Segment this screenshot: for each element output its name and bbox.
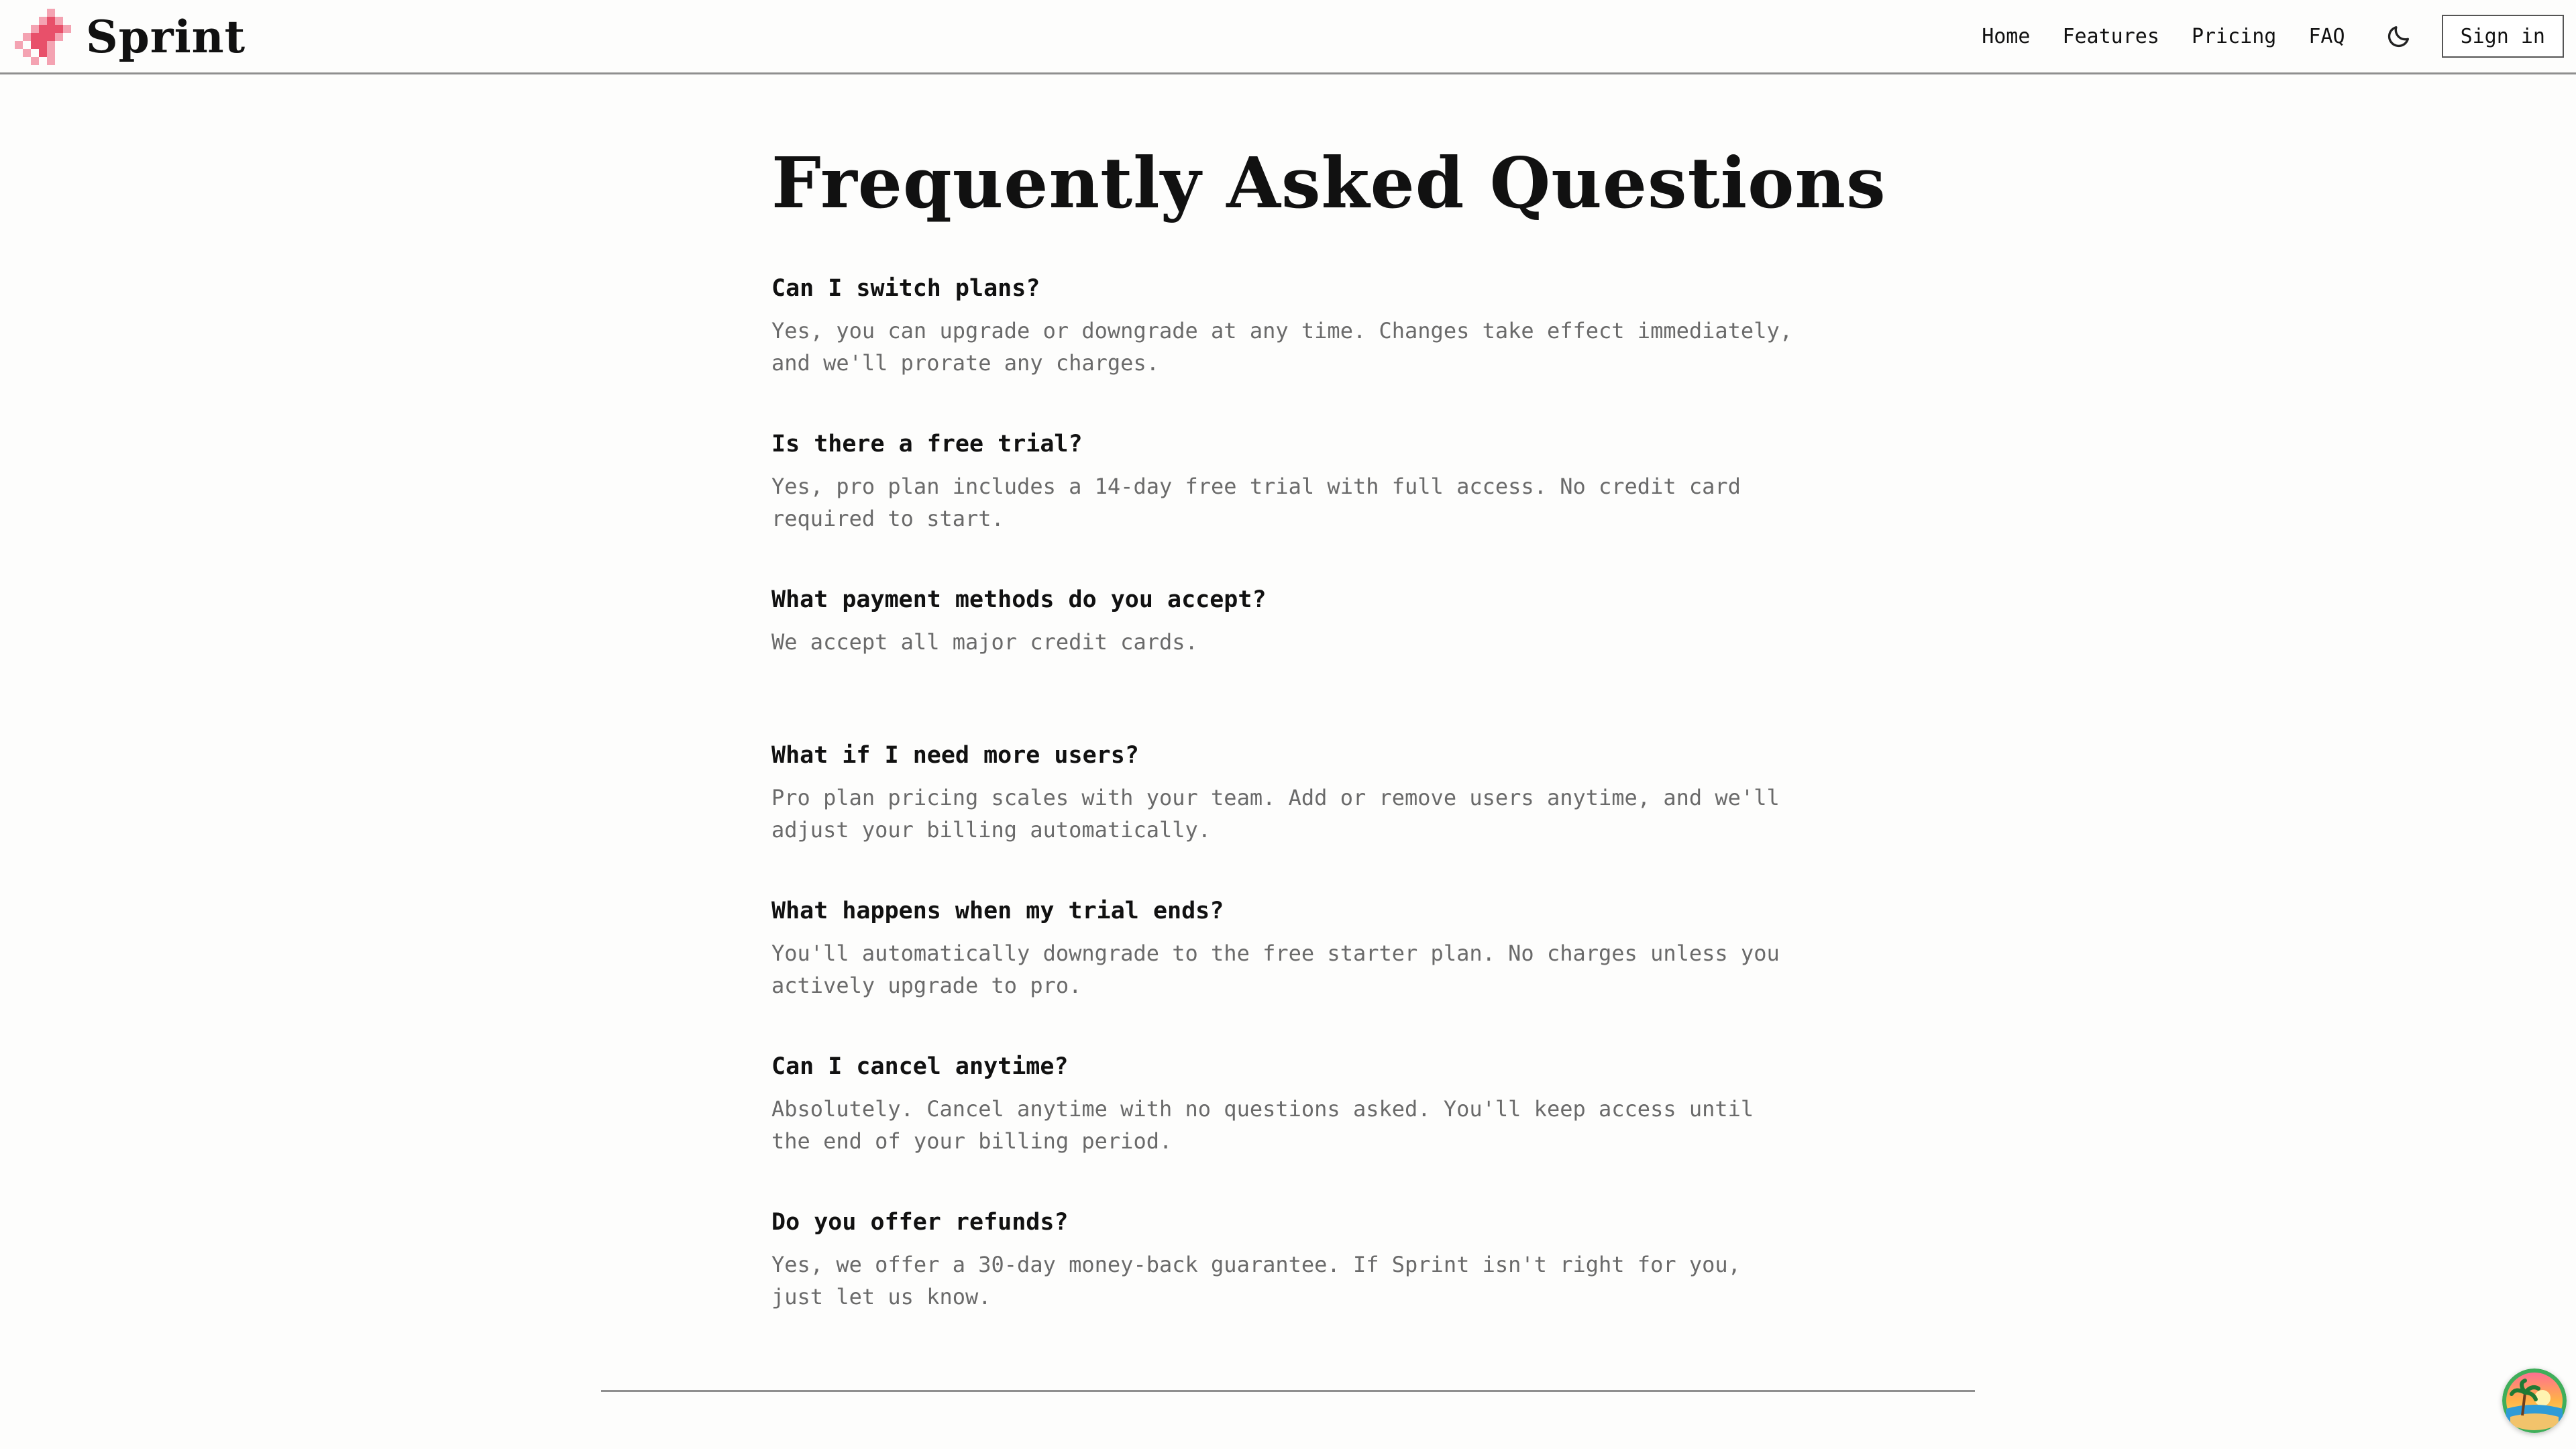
- faq-answer: Yes, you can upgrade or downgrade at any time. Changes take effect immediately, and we'll prorate any charges.: [771, 318, 1792, 376]
- faq-item: [771, 427, 1818, 583]
- nav-faq-link[interactable]: FAQ: [2308, 24, 2345, 48]
- pixel-star-logo-icon: [15, 9, 71, 65]
- faq-item: [771, 272, 1818, 427]
- nav-features-link[interactable]: Features: [2062, 24, 2159, 48]
- moon-icon: [2385, 23, 2412, 50]
- brand-name: Sprint: [86, 11, 246, 63]
- nav-pricing-link[interactable]: Pricing: [2191, 24, 2277, 48]
- faq-item: [771, 1050, 1818, 1205]
- faq-item: [771, 1205, 1818, 1361]
- faq-answer: Yes, pro plan includes a 14-day free trial with full access. No credit card required to start.: [771, 474, 1741, 531]
- faq-answer: Yes, we offer a 30-day money-back guarantee. If Sprint isn't right for you, just let us know.: [771, 1252, 1741, 1309]
- brand-home-link[interactable]: [15, 9, 246, 64]
- floating-avatar-button[interactable]: [2502, 1368, 2567, 1433]
- faq-section: [771, 134, 1886, 1372]
- faq-question: What happens when my trial ends?: [771, 898, 1224, 924]
- faq-list: [771, 272, 1818, 1361]
- faq-answer: We accept all major credit cards.: [771, 629, 1198, 655]
- faq-question: Do you offer refunds?: [771, 1209, 1069, 1236]
- faq-question: Can I switch plans?: [771, 275, 1040, 302]
- faq-answer: Pro plan pricing scales with your team. Add or remove users anytime, and we'll adjust your billing automatically.: [771, 785, 1780, 843]
- faq-item: [771, 739, 1818, 894]
- faq-question: What payment methods do you accept?: [771, 586, 1267, 613]
- faq-answer: Absolutely. Cancel anytime with no questions asked. You'll keep access until the end of your billing period.: [771, 1096, 1754, 1154]
- theme-toggle-button[interactable]: [2381, 19, 2416, 54]
- sign-in-button[interactable]: Sign in: [2442, 15, 2564, 58]
- faq-item: [771, 894, 1818, 1050]
- nav-home-link[interactable]: Home: [1982, 24, 2031, 48]
- faq-question: What if I need more users?: [771, 742, 1139, 769]
- faq-answer: You'll automatically downgrade to the free starter plan. No charges unless you actively upgrade to pro.: [771, 941, 1780, 998]
- page-title: Frequently Asked Questions: [771, 142, 1886, 224]
- faq-item: [771, 583, 1818, 739]
- footer-divider: [601, 1390, 1975, 1392]
- site-header: [0, 0, 2576, 74]
- faq-question: Can I cancel anytime?: [771, 1053, 1069, 1080]
- main-nav: [1982, 0, 2564, 72]
- faq-question: Is there a free trial?: [771, 431, 1083, 458]
- tropical-sunset-avatar-icon: [2502, 1368, 2567, 1433]
